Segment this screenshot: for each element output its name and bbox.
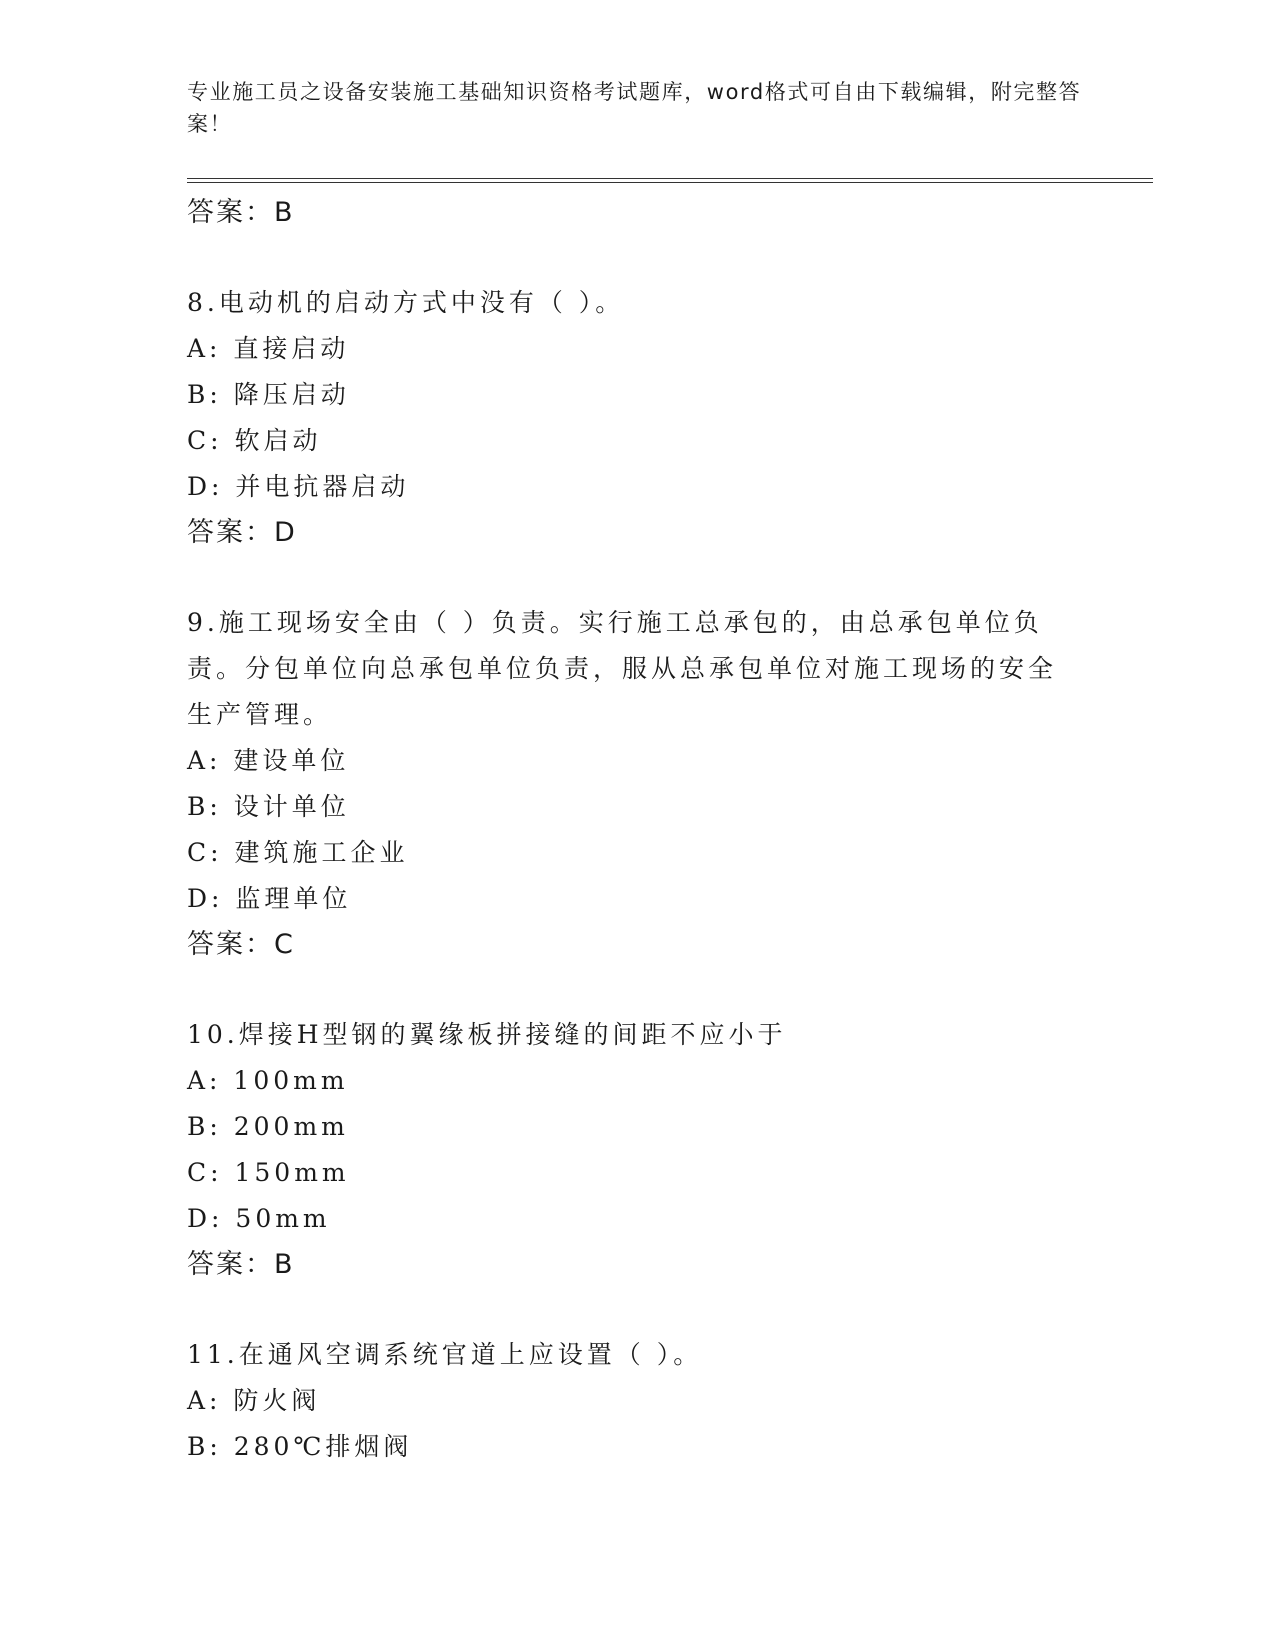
option-c: C: 建筑施工企业 [187, 838, 409, 867]
answer-line: 答案：D [187, 517, 297, 548]
option-b: B: 200mm [187, 1112, 349, 1141]
option-c: C: 150mm [187, 1158, 350, 1187]
option-a: A: 直接启动 [187, 334, 350, 363]
option-b: B: 降压启动 [187, 380, 350, 409]
answer-line: 答案：B [187, 197, 295, 228]
spacer [187, 968, 1087, 1012]
question-block [187, 1012, 1087, 1288]
answer-line: 答案：C [187, 929, 295, 960]
header-divider [187, 178, 1153, 183]
question-list [187, 190, 1087, 1470]
option-d: D: 监理单位 [187, 884, 352, 913]
question-stem: 10.焊接H型钢的翼缘板拼接缝的间距不应小于 [187, 1020, 787, 1049]
option-c: C: 软启动 [187, 426, 322, 455]
option-d: D: 并电抗器启动 [187, 472, 410, 501]
question-block [187, 280, 1087, 556]
option-a: A: 建设单位 [187, 746, 350, 775]
question-block [187, 1332, 1087, 1470]
option-b: B: 设计单位 [187, 792, 350, 821]
answer-line: 答案：B [187, 1249, 295, 1280]
spacer [187, 1288, 1087, 1332]
option-a: A: 100mm [187, 1066, 349, 1095]
spacer [187, 236, 1087, 280]
question-stem: 11.在通风空调系统官道上应设置（ ）。 [187, 1340, 703, 1369]
question-stem: 9.施工现场安全由（ ）负责。实行施工总承包的，由总承包单位负责。分包单位向总承包单位负责，服从总承包单位对施工现场的安全生产管理。 [187, 608, 1058, 729]
page-header: 专业施工员之设备安装施工基础知识资格考试题库，word格式可自由下载编辑，附完整答案！ [187, 80, 1082, 136]
spacer [187, 556, 1087, 600]
question-block [187, 600, 1087, 968]
option-b: B: 280℃排烟阀 [187, 1432, 413, 1461]
option-a: A: 防火阀 [187, 1386, 321, 1415]
question-stem: 8.电动机的启动方式中没有（ ）。 [187, 288, 625, 317]
option-d: D: 50mm [187, 1204, 331, 1233]
